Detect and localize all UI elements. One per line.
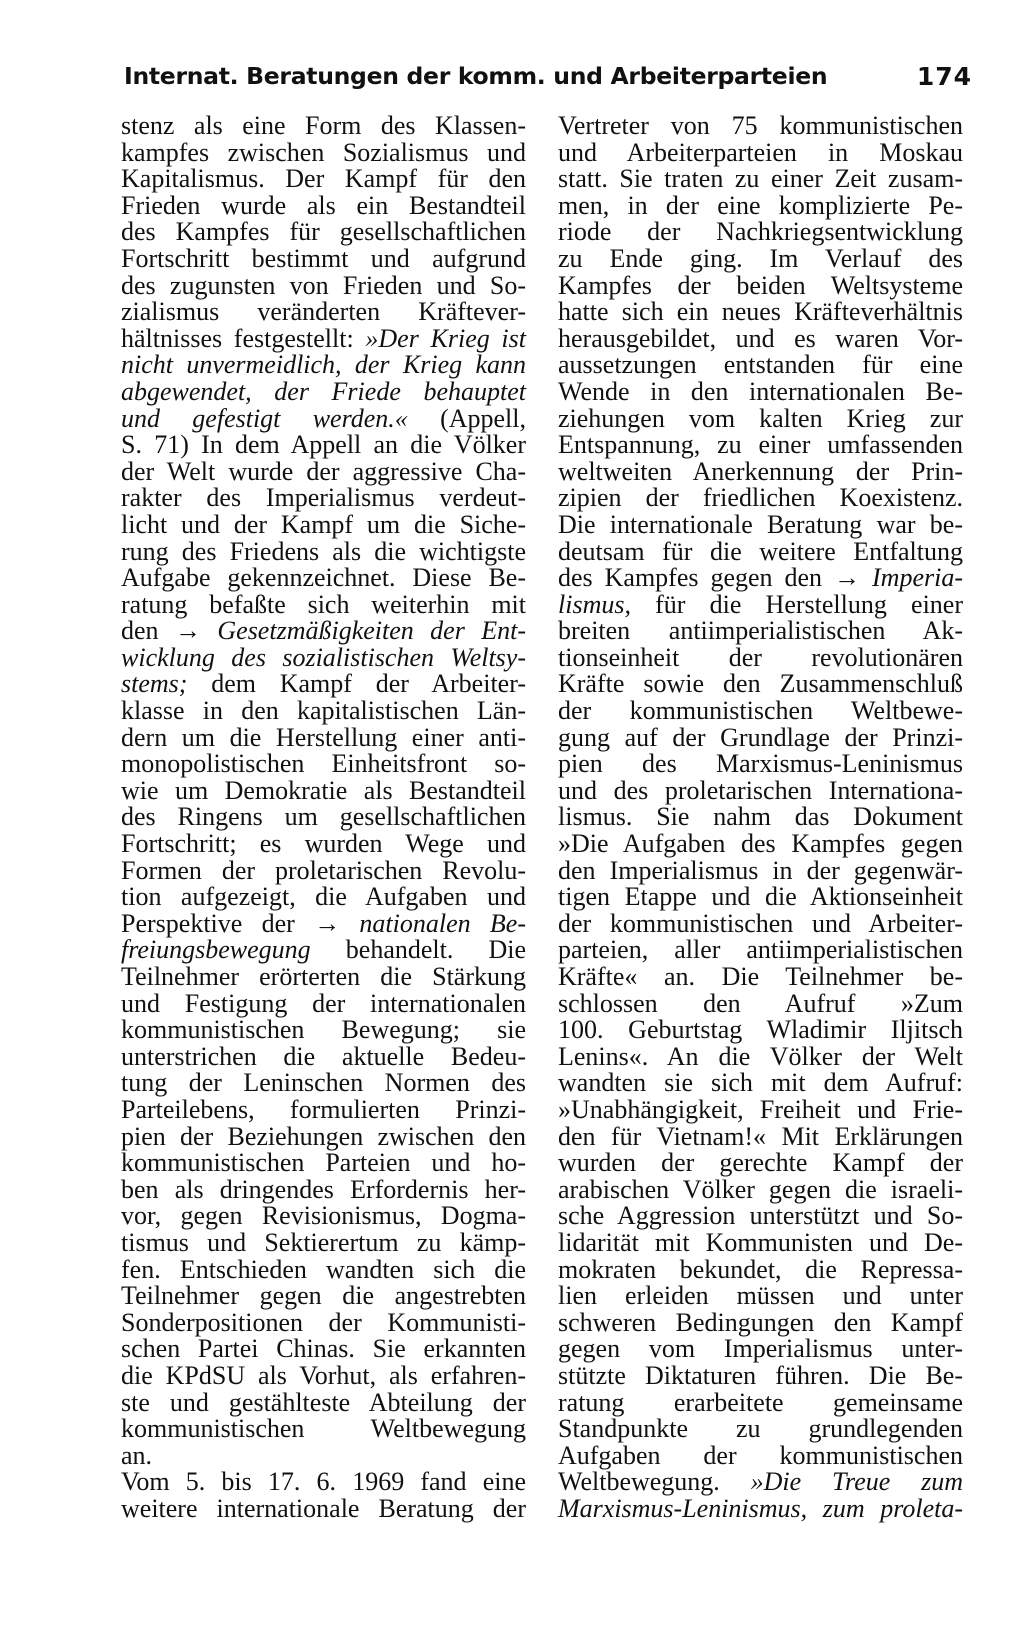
italic-text: Marxismus-Leninismus, zum proleta- (558, 1493, 963, 1523)
italic-text: nicht unvermeidlich, der Krieg kann (121, 350, 526, 380)
text-run: pien des Marxismus-Leninismus (558, 749, 963, 779)
text-run: des zugunsten von Frieden und So- (121, 270, 526, 300)
text-line (558, 299, 963, 326)
text-run: weitere internationale Beratung der (121, 1493, 526, 1523)
text-line (121, 1283, 526, 1310)
text-line (121, 1469, 526, 1496)
text-run: Kräfte sowie den Zusammenschluß (558, 669, 963, 699)
text-line (558, 137, 963, 167)
text-run: dem Kampf der Arbeiter- (187, 669, 526, 699)
text-line (558, 432, 963, 459)
text-line (121, 1387, 526, 1417)
text-line (121, 270, 526, 300)
text-run: »Die Aufgaben des Kampfes gegen (558, 829, 963, 859)
text-run: gegen vom Imperialismus unter- (558, 1334, 963, 1364)
text-line (558, 352, 963, 379)
text-run: schweren Bedingungen den Kampf (558, 1307, 963, 1337)
text-run: tion aufgezeigt, die Aufgaben und (121, 882, 526, 912)
text-line (558, 485, 963, 512)
text-line (121, 485, 526, 512)
text-run: tung der Leninschen Normen des (121, 1068, 526, 1098)
text-line (558, 671, 963, 698)
text-line (558, 403, 963, 433)
text-run: der kommunistischen Weltbewe- (558, 696, 963, 726)
text-run: dern um die Herstellung einer anti- (121, 722, 526, 752)
text-line (558, 1121, 963, 1151)
italic-text: und gefestigt werden.« (121, 403, 408, 433)
text-line (121, 1094, 526, 1124)
text-run: zu Ende ging. Im Verlauf des (558, 243, 963, 273)
text-line (558, 1070, 963, 1097)
text-run: unterstrichen die aktuelle Bedeu- (121, 1041, 526, 1071)
text-line (558, 565, 963, 592)
italic-text: lismus, (558, 589, 631, 619)
text-run: Lenins«. An die Völker der Welt (558, 1041, 963, 1071)
text-line (558, 113, 963, 140)
text-run: 100. Geburtstag Wladimir Iljitsch (558, 1015, 963, 1045)
text-line (121, 1150, 526, 1177)
text-line (558, 1440, 963, 1470)
text-run: an. (121, 1440, 153, 1470)
text-run: Parteilebens, formulierten Prinzi- (121, 1094, 526, 1124)
text-run: Fortschritt; es wurden Wege und (121, 829, 526, 859)
text-run: stenz als eine Form des Klassen- (121, 111, 526, 140)
text-run: kommunistischen Parteien und ho- (121, 1148, 526, 1178)
text-line (558, 1094, 963, 1124)
text-line (121, 1440, 526, 1470)
text-line (558, 1469, 963, 1496)
text-line (558, 509, 963, 539)
text-line (558, 908, 963, 938)
text-line (121, 1174, 526, 1204)
text-run: fen. Entschieden wandten sich die (121, 1254, 526, 1284)
text-line (558, 988, 963, 1018)
text-line (558, 1387, 963, 1417)
text-run: gung auf der Grundlage der Prinzi- (558, 722, 963, 752)
text-run: Standpunkte zu grundlegenden (558, 1414, 963, 1444)
text-run: licht und der Kampf um die Siche- (121, 509, 526, 539)
text-line (558, 190, 963, 220)
text-run: zialismus veränderten Kräftever- (121, 297, 526, 327)
text-run: lismus. Sie nahm das Dokument (558, 802, 963, 832)
text-run: den → (121, 616, 218, 646)
text-run: Frieden wurde als ein Bestandteil (121, 190, 526, 220)
text-run: Perspektive der → (121, 908, 360, 938)
text-line (121, 243, 526, 273)
text-run: hältnisses festgestellt: (121, 323, 366, 353)
text-line (558, 1017, 963, 1044)
text-line (121, 456, 526, 486)
text-line (121, 1203, 526, 1230)
text-run: den für Vietnam!« Mit Erklärungen (558, 1121, 963, 1151)
text-line (121, 323, 526, 353)
text-line (558, 642, 963, 672)
text-run: und Arbeiterparteien in Moskau (558, 137, 963, 167)
text-line (558, 698, 963, 725)
text-run: weltweiten Anerkennung der Prin- (558, 456, 963, 486)
text-line (121, 671, 526, 698)
italic-text: »Die Treue zum (750, 1467, 963, 1497)
italic-text: »Der Krieg ist (365, 323, 526, 353)
text-run: breiten antiimperialistischen Ak- (558, 616, 963, 646)
text-run: ste und gestählteste Abteilung der (121, 1387, 526, 1417)
text-run: ben als dringendes Erfordernis her- (121, 1174, 526, 1204)
text-run: der kommunistischen und Arbeiter- (558, 908, 963, 938)
text-line (558, 1336, 963, 1363)
text-line (121, 432, 526, 459)
text-run: deutsam für die weitere Entfaltung (558, 536, 963, 566)
text-run: wandten sie sich mit dem Aufruf: (558, 1068, 963, 1098)
text-line (121, 1254, 526, 1284)
text-run: statt. Sie traten zu einer Zeit zusam- (558, 164, 963, 194)
italic-text: abgewendet, der Friede behauptet (121, 376, 526, 406)
text-line (121, 775, 526, 805)
text-line (121, 352, 526, 379)
text-line (558, 243, 963, 273)
text-line (121, 1121, 526, 1151)
text-run: schen Partei Chinas. Sie erkannten (121, 1334, 526, 1364)
text-run: tigen Etappe und die Aktionseinheit (558, 882, 963, 912)
text-run: men, in der eine komplizierte Pe- (558, 190, 963, 220)
text-line (558, 1307, 963, 1337)
text-line (121, 1227, 526, 1257)
text-run: stützte Diktaturen führen. Die Be- (558, 1360, 963, 1390)
text-run: vor, gegen Revisionismus, Dogma- (121, 1201, 526, 1231)
text-run: Weltbewegung. (558, 1467, 751, 1497)
text-line (121, 190, 526, 220)
text-line (121, 219, 526, 246)
text-line (121, 403, 527, 433)
text-line (558, 937, 963, 964)
text-line (558, 1203, 963, 1230)
text-line (121, 299, 526, 326)
italic-text: stems; (121, 669, 188, 699)
italic-text: Imperia- (872, 563, 963, 593)
text-line (558, 323, 963, 353)
text-line (121, 1360, 526, 1390)
text-run: rakter des Imperialismus verdeut- (121, 483, 526, 513)
text-line (558, 775, 963, 805)
text-line (558, 1174, 963, 1204)
text-run: Vertreter von 75 kommunistischen (558, 111, 963, 140)
text-run: kommunistischen Weltbewegung (121, 1414, 526, 1444)
text-run: Aufgabe gekennzeichnet. Diese Be- (121, 563, 526, 593)
text-run: Aufgaben der kommunistischen (558, 1440, 963, 1470)
text-run: kampfes zwischen Sozialismus und (121, 137, 526, 167)
text-run: monopolistischen Einheitsfront so- (121, 749, 526, 779)
text-run: des Kampfes gegen den → (558, 563, 873, 593)
text-line (558, 618, 963, 645)
text-line (121, 937, 526, 964)
text-line (121, 988, 526, 1018)
text-run: zipien der friedlichen Koexistenz. (558, 483, 963, 513)
text-run: Kräfte« an. Die Teilnehmer be- (558, 962, 963, 991)
text-run: den Imperialismus in der gegenwär- (558, 855, 963, 885)
text-line (121, 855, 526, 885)
text-run: lien erleiden müssen und unter (558, 1281, 963, 1311)
text-line (558, 1283, 963, 1310)
text-line (121, 698, 526, 725)
text-line (121, 1493, 526, 1523)
text-run: »Unabhängigkeit, Freiheit und Frie- (558, 1094, 963, 1124)
text-line (558, 751, 963, 778)
text-run: wurden der gerechte Kampf der (558, 1148, 963, 1178)
text-line (558, 1150, 963, 1177)
italic-text: Gesetzmäßigkeiten der Ent- (217, 616, 527, 646)
text-run: ratung erarbeitete gemeinsame (558, 1387, 963, 1417)
text-line (121, 884, 526, 911)
italic-text: nationalen Be- (359, 908, 526, 938)
text-line (121, 804, 526, 831)
text-line (558, 589, 963, 619)
text-run: S. 71) In dem Appell an die Völker (121, 430, 526, 460)
text-run: und Festigung der internationalen (121, 988, 526, 1018)
text-line (121, 751, 526, 778)
text-run: rung des Friedens als die wichtigste (121, 536, 526, 566)
text-line (558, 376, 963, 406)
text-line (121, 1416, 526, 1443)
text-run: behandelt. Die (310, 935, 526, 965)
italic-text: freiungsbewegung (121, 935, 311, 965)
text-run: Die internationale Beratung war be- (558, 509, 963, 539)
italic-text: wicklung des sozialistischen Weltsy- (121, 642, 526, 672)
text-line (558, 831, 963, 858)
text-run: Sonderpositionen der Kommunisti- (121, 1307, 526, 1337)
text-run: aussetzungen entstanden für eine (558, 350, 963, 380)
text-run: Entspannung, zu einer umfassenden (558, 430, 963, 460)
text-line (558, 219, 963, 246)
text-run: lidarität mit Kommunisten und De- (558, 1227, 963, 1257)
text-line (558, 456, 963, 486)
text-line (121, 908, 526, 938)
text-run: mokraten bekundet, die Repressa- (558, 1254, 963, 1284)
text-line (121, 722, 526, 752)
text-line (558, 1254, 963, 1284)
text-line (121, 137, 526, 167)
page-number: 174 (916, 62, 972, 91)
text-line (558, 270, 963, 300)
text-run: Kapitalismus. Der Kampf für den (121, 164, 526, 194)
text-line (558, 855, 963, 885)
text-run: hatte sich ein neues Kräfteverhältnis (558, 297, 963, 327)
text-run: des Kampfes für gesellschaftlichen (121, 217, 526, 247)
text-run: tionseinheit der revolutionären (558, 642, 963, 672)
text-line (121, 166, 526, 193)
text-line (121, 1070, 526, 1097)
text-line (121, 1336, 526, 1363)
text-line (121, 642, 526, 672)
text-run: riode der Nachkriegsentwicklung (558, 217, 963, 247)
right-text-column (558, 113, 963, 1522)
text-run: Fortschritt bestimmt und aufgrund (121, 243, 526, 273)
text-line (558, 1416, 963, 1443)
text-line (121, 618, 526, 645)
text-run: wie um Demokratie als Bestandteil (121, 775, 526, 805)
text-run: der Welt wurde der aggressive Cha- (121, 456, 526, 486)
text-line (121, 565, 526, 592)
text-line (558, 166, 963, 193)
text-run: Kampfes der beiden Weltsysteme (558, 270, 963, 300)
text-line (558, 1227, 963, 1257)
text-run: und des proletarischen Internationa- (558, 775, 963, 805)
text-line (121, 831, 526, 858)
text-run: ziehungen vom kalten Krieg zur (558, 403, 963, 433)
text-run: Teilnehmer erörterten die Stärkung (121, 962, 526, 991)
text-run: arabischen Völker gegen die israeli- (558, 1174, 963, 1204)
text-line (121, 376, 526, 406)
text-run: für die Herstellung einer (630, 589, 963, 619)
text-run: Wende in den internationalen Be- (558, 376, 963, 406)
text-run: kommunistischen Bewegung; sie (121, 1015, 526, 1045)
text-run: ratung befaßte sich weiterhin mit (121, 589, 526, 619)
text-run: Vom 5. bis 17. 6. 1969 fand eine (121, 1467, 526, 1497)
text-line (121, 536, 526, 566)
text-line (121, 1041, 526, 1071)
text-line (558, 722, 963, 752)
text-run: Formen der proletarischen Revolu- (121, 855, 526, 885)
text-run: sche Aggression unterstützt und So- (558, 1201, 963, 1231)
text-line (121, 509, 526, 539)
text-line (558, 1493, 963, 1523)
text-line (558, 536, 963, 566)
text-line (558, 1360, 963, 1390)
text-run: schlossen den Aufruf »Zum (558, 988, 963, 1018)
text-line (121, 113, 526, 140)
running-header (124, 62, 972, 102)
text-run: klasse in den kapitalistischen Län- (121, 696, 526, 726)
text-run: des Ringens um gesellschaftlichen (121, 802, 526, 832)
text-line (558, 964, 963, 991)
text-run: die KPdSU als Vorhut, als erfahren- (121, 1360, 526, 1390)
text-line (121, 1307, 526, 1337)
text-line (121, 1017, 526, 1044)
header-title: Internat. Beratungen der komm. und Arbeiterparteien (124, 62, 828, 90)
left-text-column (121, 113, 526, 1522)
text-line (121, 964, 526, 991)
text-run: tismus und Sektierertum zu kämp- (121, 1227, 526, 1257)
text-run: Teilnehmer gegen die angestrebten (121, 1281, 526, 1311)
text-run: parteien, aller antiimperialistischen (558, 935, 963, 965)
text-line (121, 589, 526, 619)
text-run: (Appell, (407, 403, 527, 433)
text-line (558, 884, 963, 911)
text-line (558, 1041, 963, 1071)
text-run: herausgebildet, und es waren Vor- (558, 323, 963, 353)
text-line (558, 804, 963, 831)
text-run: pien der Beziehungen zwischen den (121, 1121, 526, 1151)
